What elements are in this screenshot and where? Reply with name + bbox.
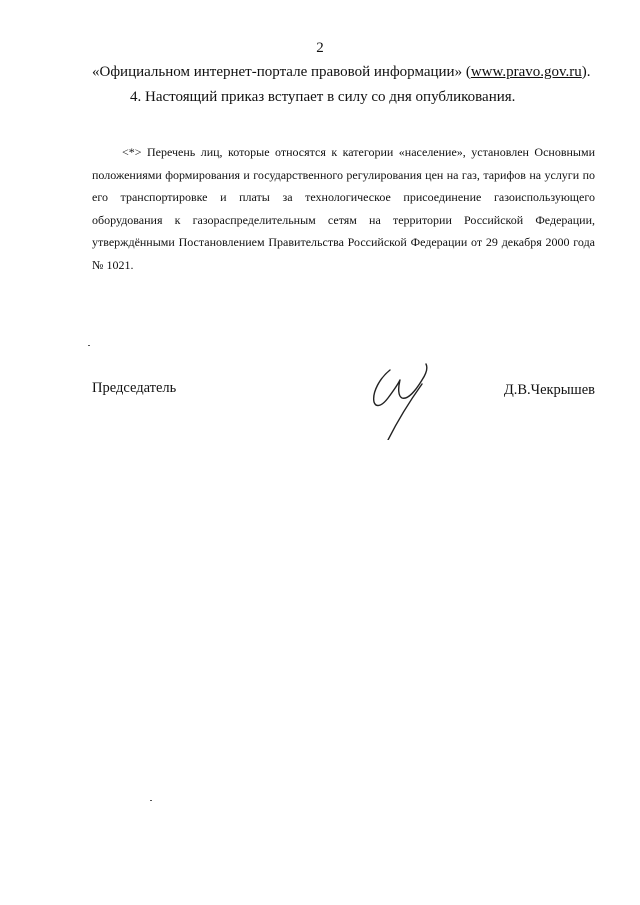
body-line-portal [92, 64, 591, 81]
body-line-effective: 4. Настоящий приказ вступает в силу со дня опубликования. [130, 89, 516, 105]
scan-speck [88, 345, 90, 346]
handwritten-signature [368, 358, 438, 440]
body-line-portal-end: ). [581, 64, 591, 80]
signatory-name: Д.В.Чекрышев [503, 382, 595, 398]
page-number: 2 [316, 40, 324, 56]
signatory-title: Председатель [92, 380, 177, 396]
body-line-portal-text: «Официальном интернет-портале правовой информации» ( [92, 64, 471, 80]
scan-speck [150, 800, 152, 801]
footnote: <*> Перечень лиц, которые относятся к категории «население», установлен Основными положениями формирования и государственного регулирования цен на газ, тарифов на услуги по его транспортировке и платы за технологическое присоединение газоиспользующего оборудования к газораспределительным сетям на территории Российской Федерации, утверждёнными Постановлением Правительства Российской Федерации от 29 декабря 2000 года № 1021. [92, 145, 595, 272]
pravo-gov-link[interactable]: www.pravo.gov.ru [470, 64, 582, 80]
signature-block [92, 380, 595, 440]
